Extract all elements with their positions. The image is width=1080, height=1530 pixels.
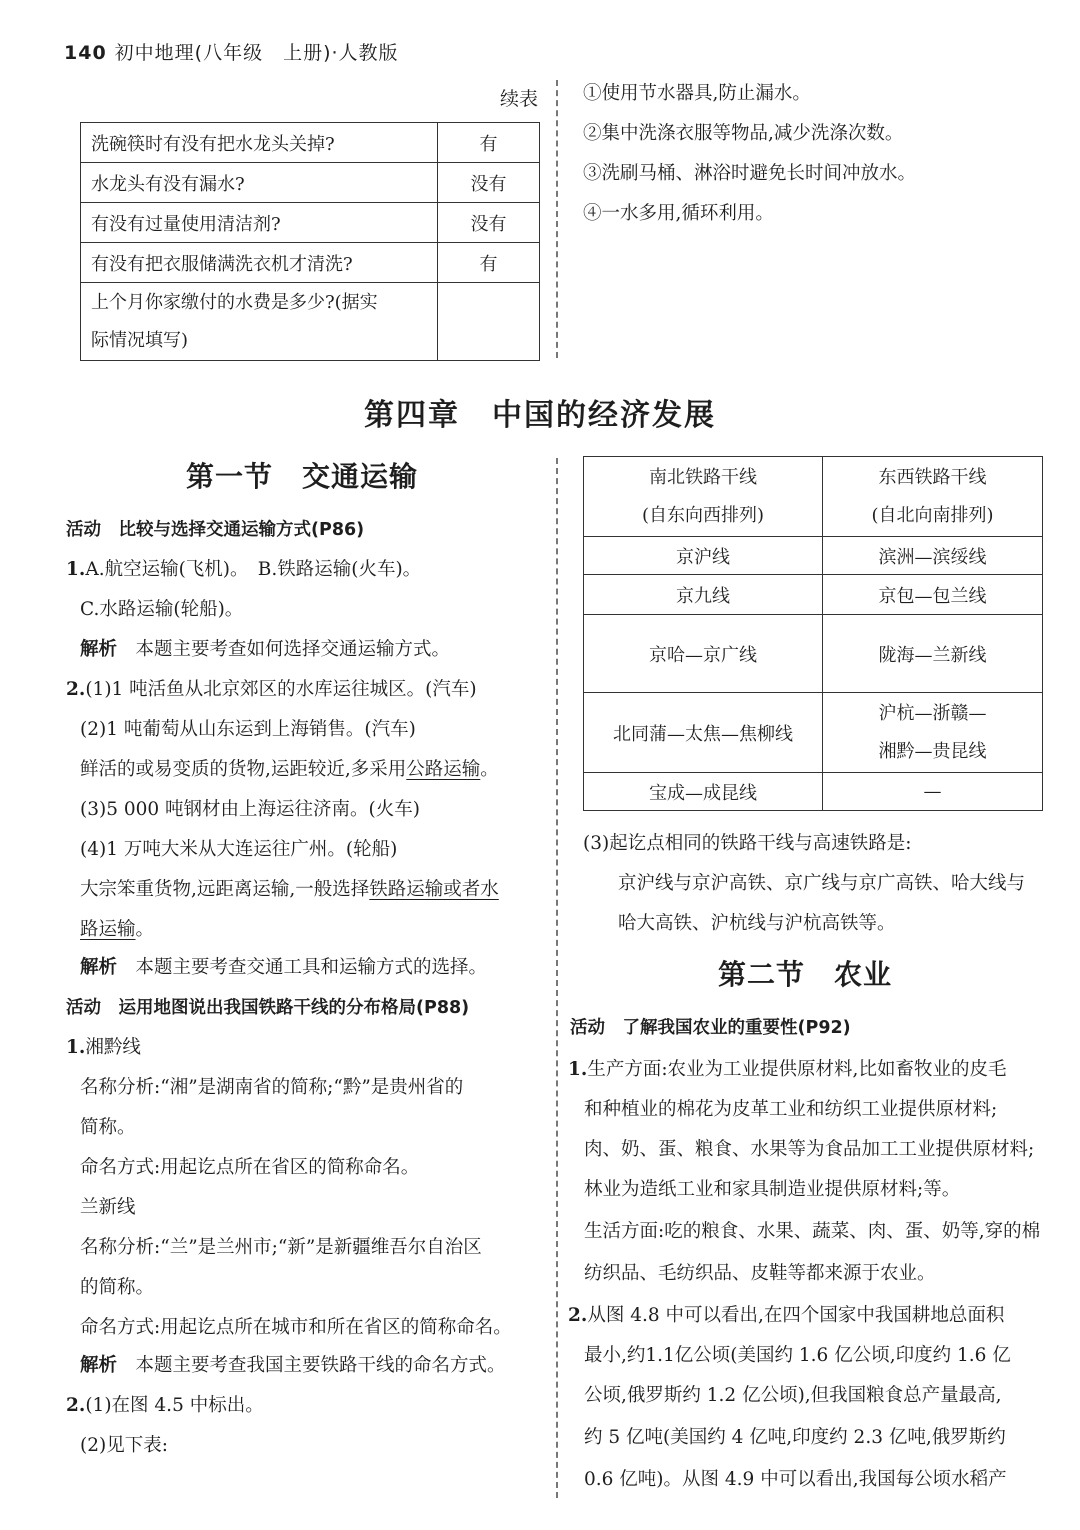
note-text: 。 xyxy=(480,759,499,780)
water-checklist-table xyxy=(80,122,540,361)
table-row xyxy=(81,163,540,203)
table-cell-line: 湘黔—贵昆线 xyxy=(878,740,987,762)
answer-line: C.水路运输(轮船)。 xyxy=(80,599,244,620)
answer-line xyxy=(66,1396,264,1416)
table-row xyxy=(81,123,540,163)
table-cell: 洗碗筷时有没有把水龙头关掉? xyxy=(81,123,438,163)
table-cell-line: 际情况填写) xyxy=(91,329,189,351)
answer-line: 最小,约1.1亿公顷(美国约 1.6 亿公顷,印度约 1.6 亿 xyxy=(584,1345,1011,1366)
answer-line: 哈大高铁、沪杭线与沪杭高铁等。 xyxy=(618,913,896,934)
note-text: 大宗笨重货物,远距离运输,一般选择 xyxy=(80,879,370,900)
table-row xyxy=(584,615,1043,693)
answer-text: 湘黔线 xyxy=(85,1037,141,1058)
table-cell: 京包—包兰线 xyxy=(823,575,1043,615)
item-number: 1. xyxy=(66,1037,86,1058)
table-cell: 水龙头有没有漏水? xyxy=(81,163,438,203)
table-cell-line: 上个月你家缴付的水费是多少?(据实 xyxy=(91,291,378,313)
railway-lines-table xyxy=(583,456,1043,811)
table-row xyxy=(584,575,1043,615)
item-number: 2. xyxy=(66,1395,86,1416)
tip-item: ④一水多用,循环利用。 xyxy=(583,203,774,224)
answer-line: 命名方式:用起讫点所在城市和所在省区的简称命名。 xyxy=(80,1317,512,1338)
column-divider xyxy=(556,80,558,358)
answer-text: (1)在图 4.5 中标出。 xyxy=(85,1395,264,1416)
table-row xyxy=(584,693,1043,773)
activity-heading: 活动 运用地图说出我国铁路干线的分布格局(P88) xyxy=(66,998,470,1018)
header-subtext: (自东向西排列) xyxy=(641,504,765,526)
table-row xyxy=(81,203,540,243)
answer-line xyxy=(66,680,477,700)
book-title: 初中地理(八年级 上册)·人教版 xyxy=(114,42,399,64)
table-cell: 有 xyxy=(438,123,540,163)
table-row xyxy=(81,283,540,361)
answer-line: 简称。 xyxy=(80,1117,136,1138)
table-cell xyxy=(438,283,540,361)
answer-line: 名称分析:“兰”是兰州市;“新”是新疆维吾尔自治区 xyxy=(80,1237,482,1258)
answer-text: A.航空运输(飞机)。 B.铁路运输(火车)。 xyxy=(85,559,422,580)
item-number: 2. xyxy=(568,1305,588,1326)
analysis-line xyxy=(80,1356,506,1376)
table-row xyxy=(81,243,540,283)
table-cell xyxy=(823,693,1043,773)
header-text: 东西铁路干线 xyxy=(878,466,987,488)
analysis-label: 解析 xyxy=(80,1355,118,1376)
answer-text: 从图 4.8 中可以看出,在四个国家中我国耕地总面积 xyxy=(587,1305,1005,1326)
answer-line: 命名方式:用起讫点所在省区的简称命名。 xyxy=(80,1157,420,1178)
item-number: 2. xyxy=(66,679,86,700)
analysis-label: 解析 xyxy=(80,957,118,978)
analysis-line xyxy=(80,958,487,978)
table-cell: 宝成—成昆线 xyxy=(584,773,823,811)
table-cell: 陇海—兰新线 xyxy=(823,615,1043,693)
analysis-label: 解析 xyxy=(80,639,118,660)
table-cell: 有没有过量使用清洁剂? xyxy=(81,203,438,243)
activity-heading: 活动 了解我国农业的重要性(P92) xyxy=(570,1018,851,1038)
answer-line: (4)1 万吨大米从大连运往广州。(轮船) xyxy=(80,839,398,860)
answer-line xyxy=(66,560,421,580)
table-cell: — xyxy=(823,773,1043,811)
tip-item: ②集中洗涤衣服等物品,减少洗涤次数。 xyxy=(583,123,904,144)
answer-line: 公顷,俄罗斯约 1.2 亿公顷),但我国粮食总产量最高, xyxy=(584,1385,1002,1406)
answer-line: 纺织品、毛纺织品、皮鞋等都来源于农业。 xyxy=(584,1263,936,1284)
page-header xyxy=(64,38,399,65)
note-line xyxy=(80,920,154,940)
answer-line: 肉、奶、蛋、粮食、水果等为食品加工工业提供原材料; xyxy=(584,1139,1035,1160)
table-cell xyxy=(81,283,438,361)
table-header-row xyxy=(584,457,1043,537)
table-cell-line: 沪杭—浙赣— xyxy=(878,702,987,724)
answer-line: 林业为造纸工业和家具制造业提供原材料;等。 xyxy=(584,1179,961,1200)
table-cell: 京沪线 xyxy=(584,537,823,575)
note-line xyxy=(80,880,499,900)
note-text: 。 xyxy=(135,919,155,940)
page-number: 140 xyxy=(64,42,107,64)
table-cell: 有 xyxy=(438,243,540,283)
chapter-title: 第四章 中国的经济发展 xyxy=(364,398,716,433)
table-cell: 京九线 xyxy=(584,575,823,615)
table-row xyxy=(584,537,1043,575)
table-header-cell xyxy=(584,457,823,537)
answer-line: (3)起讫点相同的铁路干线与高速铁路是: xyxy=(583,833,912,854)
analysis-text: 本题主要考查我国主要铁路干线的命名方式。 xyxy=(135,1355,506,1376)
answer-line: 名称分析:“湘”是湖南省的简称;“黔”是贵州省的 xyxy=(80,1077,464,1098)
answer-line: 生活方面:吃的粮食、水果、蔬菜、肉、蛋、奶等,穿的棉 xyxy=(584,1221,1041,1242)
underlined-answer: 公路运输 xyxy=(406,759,481,780)
header-subtext: (自北向南排列) xyxy=(871,504,994,526)
table-cell: 京哈—京广线 xyxy=(584,615,823,693)
section-title: 第一节 交通运输 xyxy=(186,460,419,493)
answer-line: 兰新线 xyxy=(80,1197,136,1218)
note-line xyxy=(80,760,499,780)
section-title: 第二节 农业 xyxy=(718,958,893,991)
tip-item: ①使用节水器具,防止漏水。 xyxy=(583,83,811,104)
answer-line: 0.6 亿吨)。从图 4.9 中可以看出,我国每公顷水稻产 xyxy=(584,1469,1007,1490)
table-cell: 没有 xyxy=(438,163,540,203)
table-cell: 滨洲—滨绥线 xyxy=(823,537,1043,575)
answer-line xyxy=(568,1306,1004,1326)
note-text: 鲜活的或易变质的货物,运距较近,多采用 xyxy=(80,759,407,780)
column-divider xyxy=(556,458,558,1498)
answer-line xyxy=(568,1060,1006,1080)
analysis-line xyxy=(80,640,450,660)
table-header-cell xyxy=(823,457,1043,537)
table-row xyxy=(584,773,1043,811)
table-cell: 有没有把衣服储满洗衣机才清洗? xyxy=(81,243,438,283)
activity-heading: 活动 比较与选择交通运输方式(P86) xyxy=(66,520,365,540)
answer-line: 京沪线与京沪高铁、京广线与京广高铁、哈大线与 xyxy=(618,873,1026,894)
analysis-text: 本题主要考查交通工具和运输方式的选择。 xyxy=(135,957,488,978)
answer-line: (3)5 000 吨钢材由上海运往济南。(火车) xyxy=(80,799,420,820)
tip-item: ③洗刷马桶、淋浴时避免长时间冲放水。 xyxy=(583,163,917,184)
item-number: 1. xyxy=(66,559,86,580)
answer-line: (2)1 吨葡萄从山东运到上海销售。(汽车) xyxy=(80,719,416,740)
header-text: 南北铁路干线 xyxy=(649,466,757,488)
answer-line: (2)见下表: xyxy=(80,1435,168,1456)
analysis-text: 本题主要考查如何选择交通运输方式。 xyxy=(135,639,451,660)
table-cell: 北同蒲—太焦—焦柳线 xyxy=(584,693,823,773)
answer-line: 约 5 亿吨(美国约 4 亿吨,印度约 2.3 亿吨,俄罗斯约 xyxy=(584,1427,1006,1448)
table-cell: 没有 xyxy=(438,203,540,243)
item-number: 1. xyxy=(568,1059,588,1080)
answer-text: 生产方面:农业为工业提供原材料,比如畜牧业的皮毛 xyxy=(587,1059,1007,1080)
answer-line xyxy=(66,1038,141,1058)
continued-table-label: 续表 xyxy=(500,88,539,110)
answer-text: (1)1 吨活鱼从北京郊区的水库运往城区。(汽车) xyxy=(85,679,477,700)
underlined-answer: 铁路运输或者水 xyxy=(369,879,499,900)
answer-line: 和种植业的棉花为皮革工业和纺织工业提供原材料; xyxy=(584,1099,998,1120)
answer-line: 的简称。 xyxy=(80,1277,155,1298)
underlined-answer: 路运输 xyxy=(80,919,136,940)
